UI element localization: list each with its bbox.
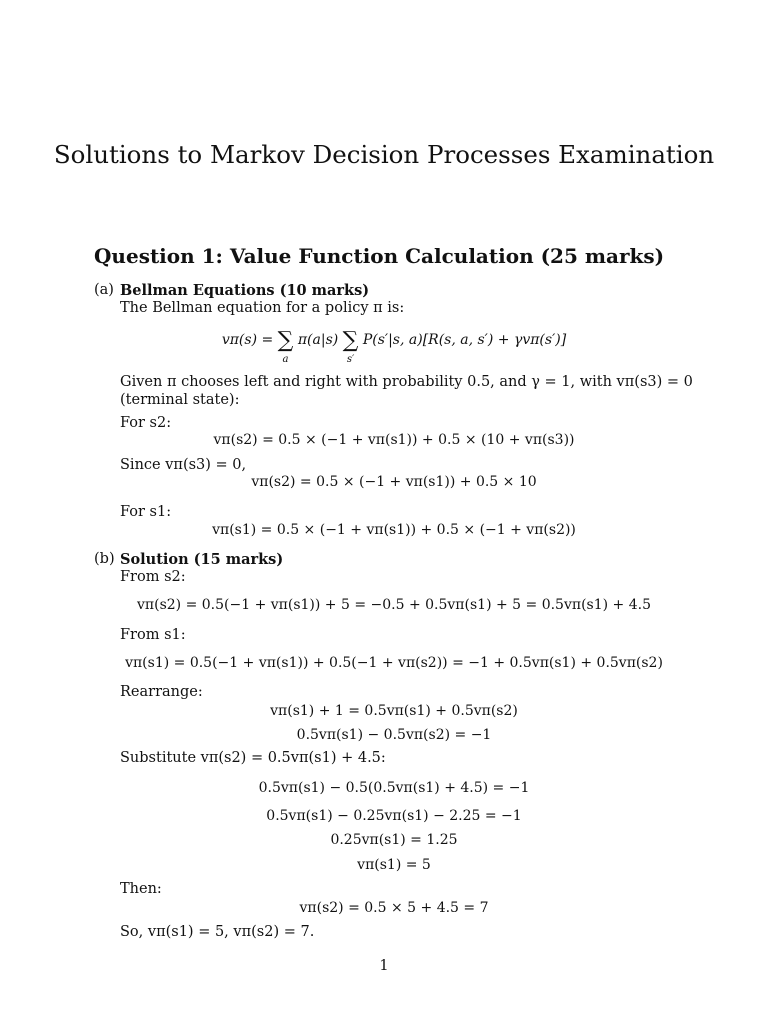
from-s1-label: From s1: bbox=[120, 627, 186, 643]
since-note: Since vπ(s3) = 0, bbox=[120, 457, 247, 473]
equation-then: vπ(s2) = 0.5 × 5 + 4.5 = 7 bbox=[299, 900, 489, 916]
part-a-intro: The Bellman equation for a policy π is: bbox=[120, 300, 405, 316]
part-b-label: (b) bbox=[94, 551, 115, 567]
document-title: Solutions to Markov Decision Processes Examination bbox=[53, 140, 715, 169]
for-s1-label: For s1: bbox=[120, 504, 172, 520]
equation-rearrange-2: 0.5vπ(s1) − 0.5vπ(s2) = −1 bbox=[296, 727, 492, 743]
given-line-2: (terminal state): bbox=[120, 392, 240, 408]
equation-s1: vπ(s1) = 0.5 × (−1 + vπ(s1)) + 0.5 × (−1 + vπ(s2)) bbox=[212, 522, 576, 538]
bellman-rhs: P(s′|s, a)[R(s, a, s′) + γvπ(s′)] bbox=[358, 332, 567, 348]
sum-over-actions-sub: a bbox=[282, 354, 289, 365]
equation-substitute-4: vπ(s1) = 5 bbox=[357, 857, 431, 873]
sum-over-actions: ∑ a bbox=[277, 328, 294, 365]
bellman-lhs: vπ(s) = bbox=[221, 332, 278, 348]
equation-substitute-2: 0.5vπ(s1) − 0.25vπ(s1) − 2.25 = −1 bbox=[266, 808, 522, 824]
conclusion: So, vπ(s1) = 5, vπ(s2) = 7. bbox=[120, 924, 315, 940]
sum-over-states: ∑ s′ bbox=[342, 328, 359, 365]
part-a-label: (a) bbox=[94, 282, 114, 298]
equation-substitute-3: 0.25vπ(s1) = 1.25 bbox=[330, 832, 458, 848]
sum-over-states-sub: s′ bbox=[346, 354, 355, 365]
equation-from-s2: vπ(s2) = 0.5(−1 + vπ(s1)) + 5 = −0.5 + 0.5vπ(s1) + 5 = 0.5vπ(s1) + 4.5 bbox=[137, 597, 651, 613]
part-a-title: Bellman Equations (10 marks) bbox=[120, 282, 370, 299]
given-line-1: Given π chooses left and right with probability 0.5, and γ = 1, with vπ(s3) = 0 bbox=[120, 374, 693, 390]
question-1-heading: Question 1: Value Function Calculation (25 marks) bbox=[94, 244, 665, 268]
from-s2-label: From s2: bbox=[120, 569, 186, 585]
equation-rearrange-1: vπ(s1) + 1 = 0.5vπ(s1) + 0.5vπ(s2) bbox=[270, 703, 518, 719]
substitute-label: Substitute vπ(s2) = 0.5vπ(s1) + 4.5: bbox=[120, 750, 386, 766]
bellman-mid: π(a|s) bbox=[293, 332, 343, 348]
equation-s2: vπ(s2) = 0.5 × (−1 + vπ(s1)) + 0.5 × (10 + vπ(s3)) bbox=[213, 432, 575, 448]
part-b-title: Solution (15 marks) bbox=[120, 551, 284, 568]
for-s2-label: For s2: bbox=[120, 415, 172, 431]
equation-from-s1: vπ(s1) = 0.5(−1 + vπ(s1)) + 0.5(−1 + vπ(s2)) = −1 + 0.5vπ(s1) + 0.5vπ(s2) bbox=[125, 655, 663, 671]
rearrange-label: Rearrange: bbox=[120, 684, 203, 700]
then-label: Then: bbox=[120, 881, 162, 897]
page-number: 1 bbox=[379, 958, 389, 974]
equation-s2-simplified: vπ(s2) = 0.5 × (−1 + vπ(s1)) + 0.5 × 10 bbox=[251, 474, 537, 490]
bellman-equation bbox=[120, 328, 668, 365]
equation-substitute-1: 0.5vπ(s1) − 0.5(0.5vπ(s1) + 4.5) = −1 bbox=[258, 780, 530, 796]
